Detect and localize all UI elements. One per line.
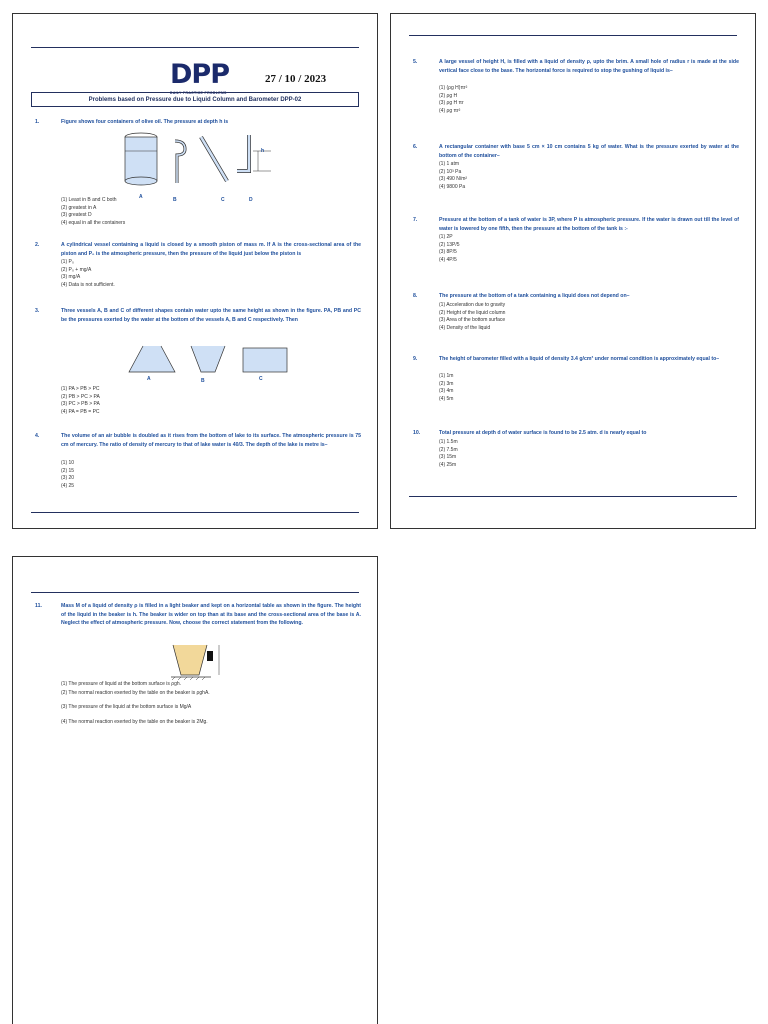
option[interactable]: (2) 10³ Pa bbox=[439, 168, 462, 175]
option[interactable]: (1) PA > PB > PC bbox=[61, 386, 100, 392]
label-d: D bbox=[249, 197, 253, 203]
top-rule bbox=[31, 47, 359, 48]
option[interactable]: (2) 7.5m bbox=[439, 446, 458, 453]
option[interactable]: (1) 1 atm bbox=[439, 161, 460, 167]
option[interactable]: (2) 13P/5 bbox=[439, 241, 460, 248]
option[interactable]: (4) 25 bbox=[61, 482, 75, 489]
option[interactable]: (1) 10 bbox=[61, 460, 75, 466]
logo-text: DPP bbox=[170, 59, 229, 90]
option[interactable]: (3) The pressure of the liquid at the bottom surface is Mg/A bbox=[61, 704, 192, 710]
beaker-figure bbox=[171, 643, 231, 681]
worksheet-title: Problems based on Pressure due to Liquid Column and Barometer DPP-02 bbox=[31, 92, 359, 107]
option[interactable]: (3) ρg H πr bbox=[439, 100, 464, 107]
option[interactable]: (2) 15 bbox=[61, 467, 75, 474]
option[interactable]: (1) 1m bbox=[439, 373, 454, 379]
option[interactable]: (2) PB > PC > PA bbox=[61, 393, 100, 400]
logo-tagline: DAILY PRACTICE PROBLEMS bbox=[170, 91, 227, 95]
option[interactable]: (2) greatest in A bbox=[61, 204, 97, 211]
option[interactable]: (2) ρg H bbox=[439, 92, 458, 99]
bottom-rule bbox=[409, 496, 737, 497]
label-b: B bbox=[201, 378, 205, 384]
worksheet-page-1: DPP DAILY PRACTICE PROBLEMS 27 / 10 / 2023 Problems based on Pressure due to Liquid Column and Barometer DPP-02 1. Figure shows four containers of olive oil. The pressure at depth h is A B C D h (1) Least in B and C both (2) greatest in A (3) greatest D (4) equal in all the containers 2. A cylindrical vessel containing a liquid is closed by a smooth piston of mass m. If A is the cross-sectional area of the piston and P₀ is the atmospheric pressure, then the pressure of the liquid just below the piston is (1) P₀ (2) P₀ + mg/A (3) mg/A (4) Data is not sufficient. 3. Three vessels A, B and C of different shapes contain water upto the same height as shown in the figure. PA, PB and PC be the pressures exerted by the water at the bottom of the vessels A, B and C respectively. Then A B C (1) PA > PB > PC (2) PB > PC > PA (3) PC > PB > PA (4) PA = PB = PC 4. The volume of an air bubble is doubled as it rises from the bottom of lake to its surface. The atmospheric pressure is 75 cm of mercury. The ratio of density of mercury to that of lake water is 40/3. The depth of the lake is metre is– (1) 10 (2) 15 (3) 20 (4) 25 bbox=[12, 13, 378, 529]
top-rule bbox=[31, 592, 359, 593]
option[interactable]: (3) PC > PB > PA bbox=[61, 401, 100, 408]
option[interactable]: (4) Density of the liquid bbox=[439, 324, 491, 331]
option[interactable]: (4) 25m bbox=[439, 461, 457, 468]
option[interactable]: (3) 15m bbox=[439, 454, 457, 461]
label-c: C bbox=[259, 376, 263, 382]
option[interactable]: (3) 8P/5 bbox=[439, 249, 457, 256]
worksheet-page-2: 5. A large vessel of height H, is filled with a liquid of density ρ, upto the brim. A small hole of radius r is made at the side vertical face close to the base. The horizontal force is required to stop the gushing of liquid is– (1) (ρg H)πr² (2) ρg H (3) ρg H πr (4) ρg πr² 6. A rectangular container with base 5 cm × 10 cm contains 5 kg of water. What is the pressure exerted by water at the bottom of the container– (1) 1 atm (2) 10³ Pa (3) 490 N/m² (4) 9800 Pa 7. Pressure at the bottom of a tank of water is 3P, where P is atmospheric pressure. If the water is drawn out till the level of water is lowered by one fifth, then the pressure at the bottom of the tank is :- (1) 2P (2) 13P/5 (3) 8P/5 (4) 4P/5 8. The pressure at the bottom of a tank containing a liquid does not depend on– (1) Acceleration due to gravity (2) Height of the liquid column (3) Area of the bottom surface (4) Density of the liquid 9. The height of barometer filled with a liquid of density 3.4 g/cm³ under normal condition is approximately equal to– (1) 1m (2) 3m (3) 4m (4) 5m 10. Total pressure at depth d of water surface is found to be 2.5 atm. d is nearly equal to (1) 1.5m (2) 7.5m (3) 15m (4) 25m bbox=[390, 13, 756, 529]
label-c: C bbox=[221, 197, 225, 203]
option[interactable]: (4) PA = PB = PC bbox=[61, 408, 100, 415]
option[interactable]: (2) The normal reaction exerted by the table on the beaker is ρghA. bbox=[61, 689, 210, 696]
option[interactable]: (1) P₀ bbox=[61, 259, 74, 265]
option[interactable]: (3) 4m bbox=[439, 388, 454, 395]
olive-oil-containers-figure bbox=[113, 129, 273, 199]
option[interactable]: (1) Least in B and C both bbox=[61, 197, 117, 203]
label-h: h bbox=[261, 148, 265, 154]
bottom-rule bbox=[31, 512, 359, 513]
option[interactable]: (4) ρg πr² bbox=[439, 107, 461, 114]
option[interactable]: (2) Height of the liquid column bbox=[439, 309, 506, 316]
label-b: B bbox=[173, 197, 177, 203]
option[interactable]: (1) Acceleration due to gravity bbox=[439, 302, 506, 308]
option[interactable]: (3) 20 bbox=[61, 475, 75, 482]
label-a: A bbox=[147, 376, 151, 382]
option[interactable]: (4) 4P/5 bbox=[439, 256, 457, 263]
option[interactable]: (3) 490 N/m² bbox=[439, 176, 468, 183]
option[interactable]: (2) P₀ + mg/A bbox=[61, 266, 92, 273]
option[interactable]: (1) 2P bbox=[439, 234, 453, 240]
option[interactable]: (3) Area of the bottom surface bbox=[439, 317, 506, 324]
option[interactable]: (1) 1.5m bbox=[439, 439, 458, 445]
option[interactable]: (4) 9800 Pa bbox=[439, 183, 466, 190]
option[interactable]: (4) equal in all the containers bbox=[61, 219, 126, 226]
date: 27 / 10 / 2023 bbox=[265, 73, 327, 85]
worksheet-page-3: 11. Mass M of a liquid of density ρ is filled in a light beaker and kept on a horizontal table as shown in the figure. The height of the liquid in the beaker is h. The beaker is wider on top than at its base and the cross-sectional area of the base is A. Neglect the effect of atmospheric pressure. Now, choose the correct statement from the following. (1) The pressure of liquid at the bottom surface is ρgh. (2) The normal reaction exerted by the table on the beaker is ρghA. (3) The pressure of the liquid at the bottom surface is Mg/A (4) The normal reaction exerted by the table on the beaker is 2Mg. bbox=[12, 556, 378, 1024]
option[interactable]: (4) Data is not sufficient. bbox=[61, 281, 115, 288]
option[interactable]: (3) mg/A bbox=[61, 274, 81, 281]
vessels-figure bbox=[125, 344, 295, 376]
option[interactable]: (4) The normal reaction exerted by the table on the beaker is 2Mg. bbox=[61, 718, 208, 725]
option[interactable]: (1) (ρg H)πr² bbox=[439, 85, 468, 91]
option[interactable]: (2) 3m bbox=[439, 380, 454, 387]
option[interactable]: (4) 5m bbox=[439, 395, 454, 402]
label-a: A bbox=[139, 194, 143, 200]
top-rule bbox=[409, 35, 737, 36]
option[interactable]: (1) The pressure of liquid at the bottom surface is ρgh. bbox=[61, 681, 182, 687]
option[interactable]: (3) greatest D bbox=[61, 212, 92, 219]
